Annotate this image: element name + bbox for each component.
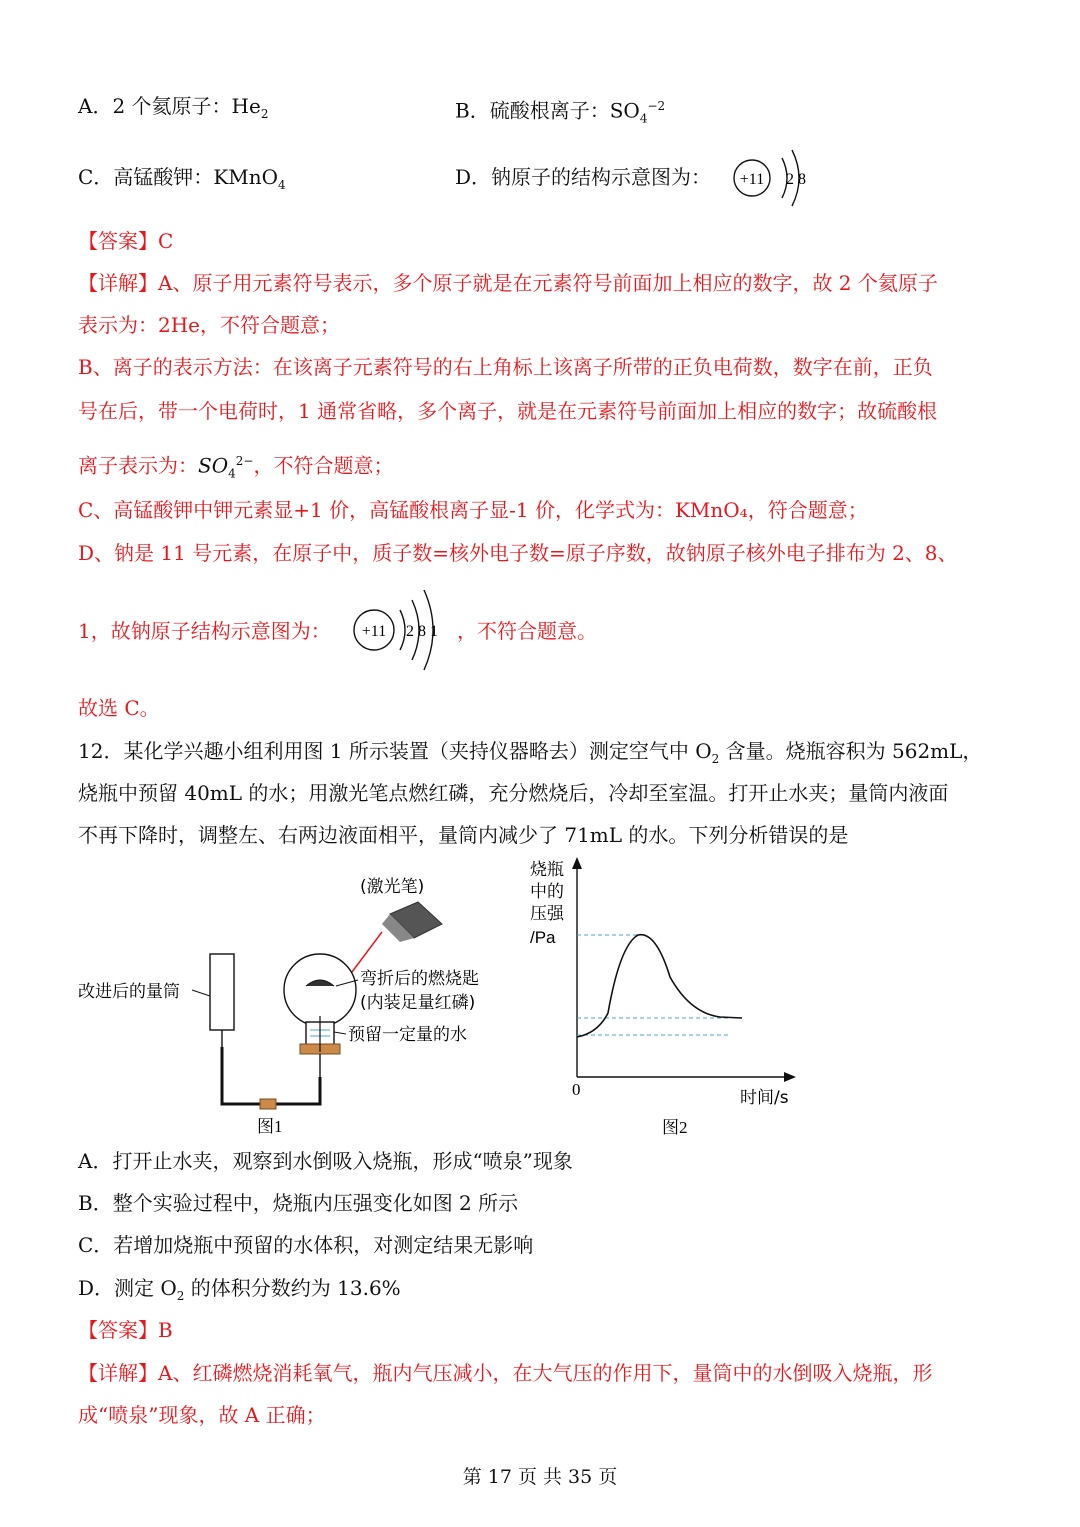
option-b: B．硫酸根离子：$SO_4^{-2}$ — [455, 98, 666, 126]
detail-11-line3: B、离子的表示方法：在该离子元素符号的右上角标上该离子所带的正负电荷数，数字在前，正负 — [78, 355, 933, 379]
question-12-line3: 不再下降时，调整左、右两边液面相平，量筒内减少了 71mL 的水。下列分析错误的是 — [78, 823, 849, 847]
detail-11-line8a: 1，故钠原子结构示意图为： — [78, 619, 331, 643]
detail-11-line6: C、高锰酸钾中钾元素显+1 价，高锰酸根离子显-1 价，化学式为：KMnO₄，符合题意； — [78, 498, 868, 522]
laser-label: (激光笔) — [360, 877, 425, 897]
q12-option-b: B．整个实验过程中，烧瓶内压强变化如图 2 所示 — [78, 1191, 519, 1215]
answer-11: 【答案】C — [78, 229, 174, 253]
y-label-1: 烧瓶 — [530, 860, 564, 880]
flask — [284, 954, 356, 1026]
shell-label: 2 8 1 — [406, 623, 438, 640]
detail-11-line4: 号在后，带一个电荷时，1 通常省略，多个离子，就是在元素符号前面加上相应的数字；故硫酸根 — [78, 399, 938, 423]
detail-11-line1: 【详解】A、原子用元素符号表示，多个原子就是在元素符号前面加上相应的数字，故 2 个氦原子 — [78, 271, 938, 295]
detail-12-line2: 成“喷泉”现象，故 A 正确； — [78, 1403, 326, 1427]
shell-label: 2 8 — [786, 171, 806, 188]
detail-12-line1: 【详解】A、红磷燃烧消耗氧气，瓶内气压减小，在大气压的作用下，量筒中的水倒吸入烧瓶，形 — [78, 1361, 933, 1385]
spoon-label-2: (内装足量红磷) — [360, 993, 476, 1013]
option-d: D．钠原子的结构示意图为： — [455, 165, 712, 189]
sodium-atom-diagram-detail — [350, 580, 460, 680]
y-label-3: 压强 — [530, 904, 564, 924]
detail-11-line7: D、钠是 11 号元素，在原子中，质子数=核外电子数=原子序数，故钠原子核外电子排布为 2、8、 — [78, 541, 958, 565]
figure-1-apparatus — [70, 862, 520, 1142]
detail-11-line9: 故选 C。 — [78, 696, 160, 720]
question-12-line1: 12．某化学兴趣小组利用图 1 所示装置（夹持仪器略去）测定空气中 $O_2$ 含量。烧瓶容积为 562mL， — [78, 739, 983, 766]
q12-option-c: C．若增加烧瓶中预留的水体积，对测定结果无影响 — [78, 1233, 534, 1257]
cylinder-label: 改进后的量筒 — [78, 982, 180, 1002]
detail-11-line2: 表示为：2He，不符合题意； — [78, 313, 341, 337]
clamp — [260, 1099, 276, 1109]
q12-option-a: A．打开止水夹，观察到水倒吸入烧瓶，形成“喷泉”现象 — [78, 1149, 573, 1173]
x-label: 时间/s — [740, 1088, 789, 1108]
y-label-4: /Pa — [530, 928, 556, 947]
sodium-atom-diagram-option — [730, 140, 820, 216]
option-a: A．2 个氦原子：$He_2$ — [78, 94, 269, 121]
answer-12: 【答案】B — [78, 1318, 173, 1342]
q12-option-d: D．测定 $O_2$ 的体积分数约为 13.6% — [78, 1276, 401, 1303]
figure-2-pressure-graph — [520, 855, 810, 1140]
figure-2-caption: 图2 — [662, 1118, 688, 1137]
water-label: 预留一定量的水 — [348, 1025, 467, 1045]
y-label-2: 中的 — [530, 882, 564, 902]
rubber-tube — [222, 1047, 320, 1104]
nucleus-label: +11 — [739, 171, 765, 188]
figure-1-caption: 图1 — [257, 1117, 283, 1136]
detail-11-line5: 离子表示为：$SO_4^{2-}$，不符合题意； — [78, 453, 394, 481]
origin-label: 0 — [572, 1080, 581, 1099]
pressure-curve — [577, 935, 742, 1037]
page-footer: 第 17 页 共 35 页 — [462, 1466, 618, 1488]
nucleus-label: +11 — [361, 623, 387, 640]
detail-11-line8b: ，不符合题意。 — [457, 619, 597, 643]
option-c: C．高锰酸钾：KMnO$_4$ — [78, 165, 286, 192]
graduated-cylinder — [210, 954, 234, 1030]
spoon-label-1: 弯折后的燃烧匙 — [360, 969, 479, 989]
question-12-line2: 烧瓶中预留 40mL 的水；用激光笔点燃红磷，充分燃烧后，冷却至室温。打开止水夹；量筒内液面 — [78, 781, 949, 805]
